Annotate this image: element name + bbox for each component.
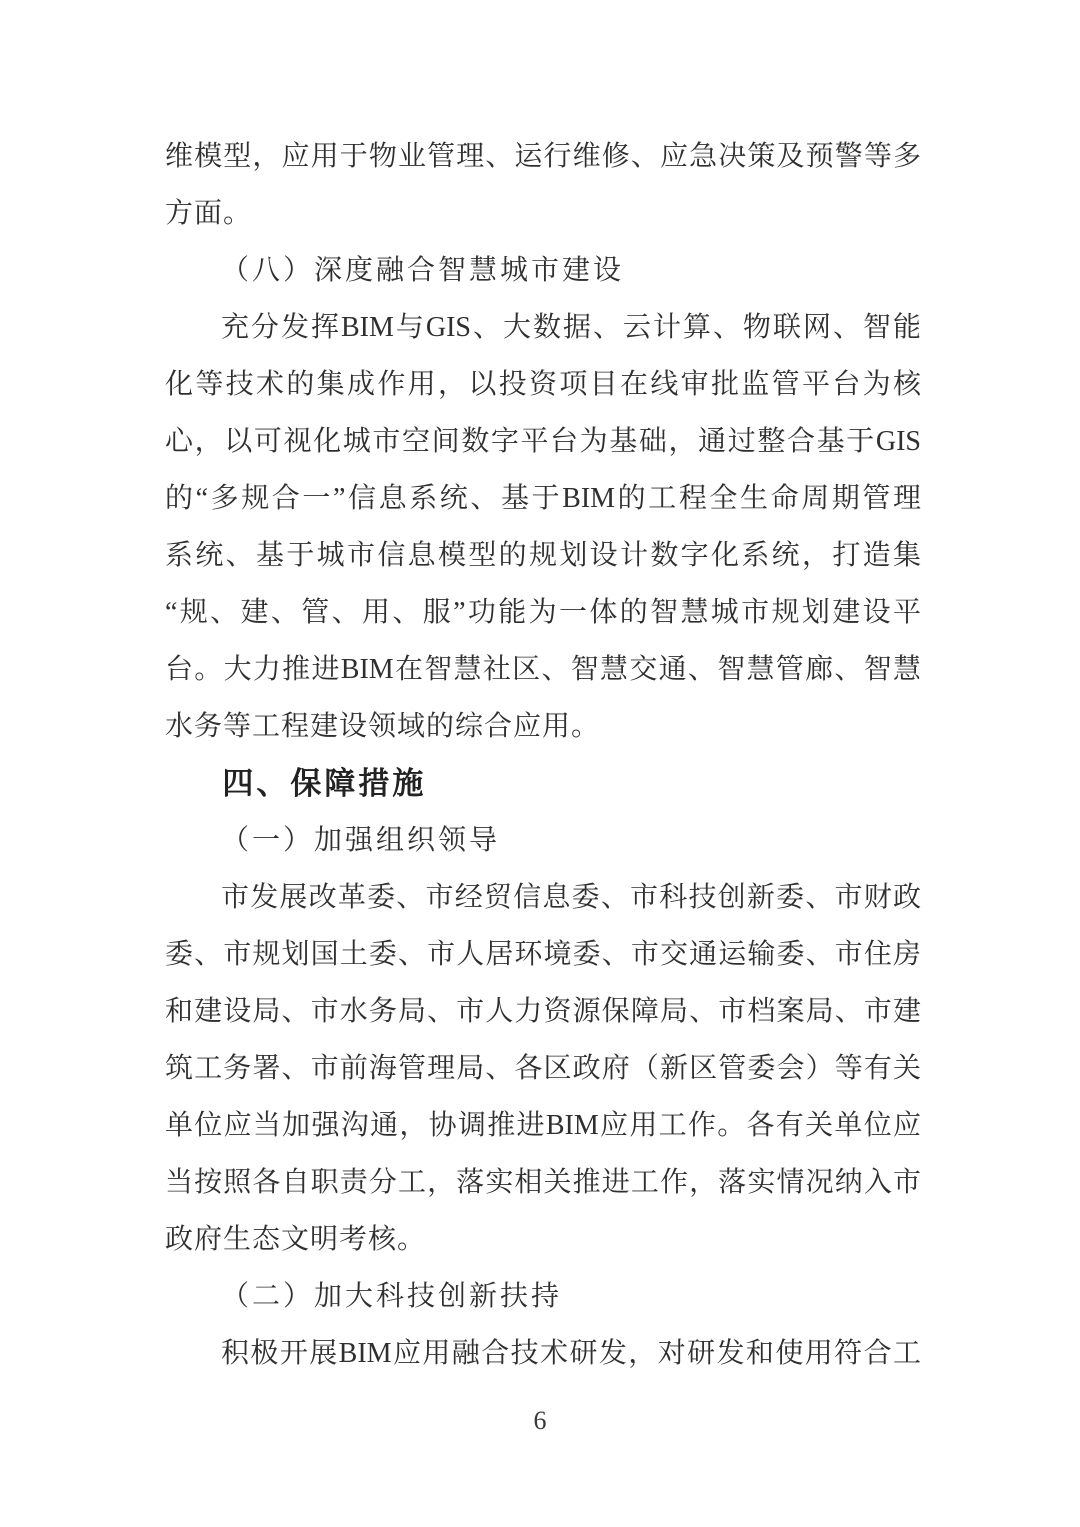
text-line: 台。大力推进BIM在智慧社区、智慧交通、智慧管廊、智慧 [165,654,921,685]
text-line: 当按照各自职责分工，落实相关推进工作，落实情况纳入市 [165,1167,921,1198]
text-line: 市发展改革委、市经贸信息委、市科技创新委、市财政 [221,882,921,913]
subsection-heading: （二）加大科技创新扶持 [221,1281,563,1312]
text-line: 政府生态文明考核。 [165,1224,427,1255]
text-line: “规、建、管、用、服”功能为一体的智慧城市规划建设平 [165,597,921,628]
subsection-heading: （一）加强组织领导 [221,825,501,856]
subsection-heading: （八）深度融合智慧城市建设 [221,255,625,286]
text-line: 单位应当加强沟通，协调推进BIM应用工作。各有关单位应 [165,1110,921,1141]
text-line: 和建设局、市水务局、市人力资源保障局、市档案局、市建 [165,996,921,1027]
text-line: 筑工务署、市前海管理局、各区政府（新区管委会）等有关 [165,1053,921,1084]
document-body [165,128,921,1382]
text-line: 维模型，应用于物业管理、运行维修、应急决策及预警等多 [165,141,921,172]
text-line: 积极开展BIM应用融合技术研发，对研发和使用符合工 [221,1338,921,1369]
text-line: 心，以可视化城市空间数字平台为基础，通过整合基于GIS [165,426,921,457]
text-line: 化等技术的集成作用，以投资项目在线审批监管平台为核 [165,369,921,400]
text-line: 方面。 [165,198,253,229]
text-line: 充分发挥BIM与GIS、大数据、云计算、物联网、智能 [221,312,921,343]
text-line: 委、市规划国土委、市人居环境委、市交通运输委、市住房 [165,939,921,970]
text-line: 系统、基于城市信息模型的规划设计数字化系统，打造集 [165,540,921,571]
text-line: 的“多规合一”信息系统、基于BIM的工程全生命周期管理 [165,483,921,514]
page-number: 6 [533,1406,547,1435]
text-line: 水务等工程建设领域的综合应用。 [165,711,601,742]
section-heading: 四、保障措施 [222,766,427,801]
